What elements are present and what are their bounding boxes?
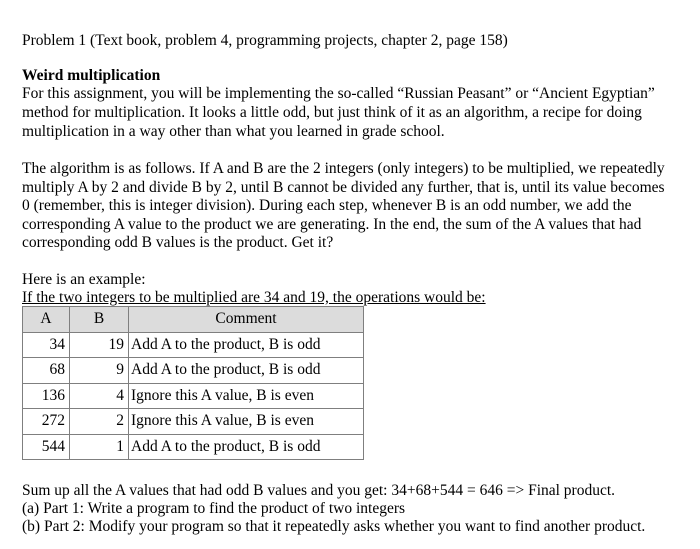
table-row <box>23 383 364 409</box>
cell-b: 4 <box>70 383 129 409</box>
cell-comment: Add A to the product, B is odd <box>129 434 364 460</box>
summary-line: Sum up all the A values that had odd B values and you get: 34+68+544 = 646 => Final product. <box>22 482 616 499</box>
table-row <box>23 434 364 460</box>
cell-b: 9 <box>70 358 129 384</box>
example-intro: Here is an example: <box>22 271 146 288</box>
algorithm-line-3: 0 (remember, this is integer division). During each step, whenever B is an odd number, we add the <box>22 197 632 214</box>
intro-line-1: For this assignment, you will be implementing the so-called “Russian Peasant” or “Ancient Egyptian” <box>22 85 655 102</box>
cell-comment: Add A to the product, B is odd <box>129 332 364 358</box>
intro-line-2: method for multiplication. It looks a little odd, but just think of it as an algorithm, a recipe for doing <box>22 104 642 121</box>
part-1-line: (a) Part 1: Write a program to find the product of two integers <box>22 500 406 517</box>
column-header-b: B <box>70 307 129 333</box>
table-row <box>23 409 364 435</box>
cell-a: 272 <box>23 409 70 435</box>
algorithm-line-1: The algorithm is as follows. If A and B are the 2 integers (only integers) to be multiplied, we repeatedly <box>22 160 665 177</box>
cell-a: 34 <box>23 332 70 358</box>
algorithm-line-2: multiply A by 2 and divide B by 2, until B cannot be divided any further, that is, until its value becomes <box>22 179 665 196</box>
table-row <box>23 332 364 358</box>
cell-a: 68 <box>23 358 70 384</box>
table-header-row <box>23 307 364 333</box>
cell-b: 2 <box>70 409 129 435</box>
table-row <box>23 358 364 384</box>
section-title: Weird multiplication <box>22 67 161 84</box>
part-2-line: (b) Part 2: Modify your program so that it repeatedly asks whether you want to find another product. <box>22 518 646 535</box>
cell-comment: Ignore this A value, B is even <box>129 383 364 409</box>
column-header-comment: Comment <box>129 307 364 333</box>
example-table <box>22 306 364 460</box>
algorithm-line-4: corresponding A value to the product we are generating. In the end, the sum of the A values that had <box>22 216 642 233</box>
cell-a: 544 <box>23 434 70 460</box>
example-description: If the two integers to be multiplied are 34 and 19, the operations would be: <box>22 289 486 306</box>
cell-b: 19 <box>70 332 129 358</box>
algorithm-line-5: corresponding odd B values is the product. Get it? <box>22 234 334 251</box>
cell-a: 136 <box>23 383 70 409</box>
intro-line-3: multiplication in a way other than what you learned in grade school. <box>22 123 445 140</box>
cell-comment: Ignore this A value, B is even <box>129 409 364 435</box>
problem-header: Problem 1 (Text book, problem 4, programming projects, chapter 2, page 158) <box>22 32 508 49</box>
column-header-a: A <box>23 307 70 333</box>
cell-comment: Add A to the product, B is odd <box>129 358 364 384</box>
cell-b: 1 <box>70 434 129 460</box>
